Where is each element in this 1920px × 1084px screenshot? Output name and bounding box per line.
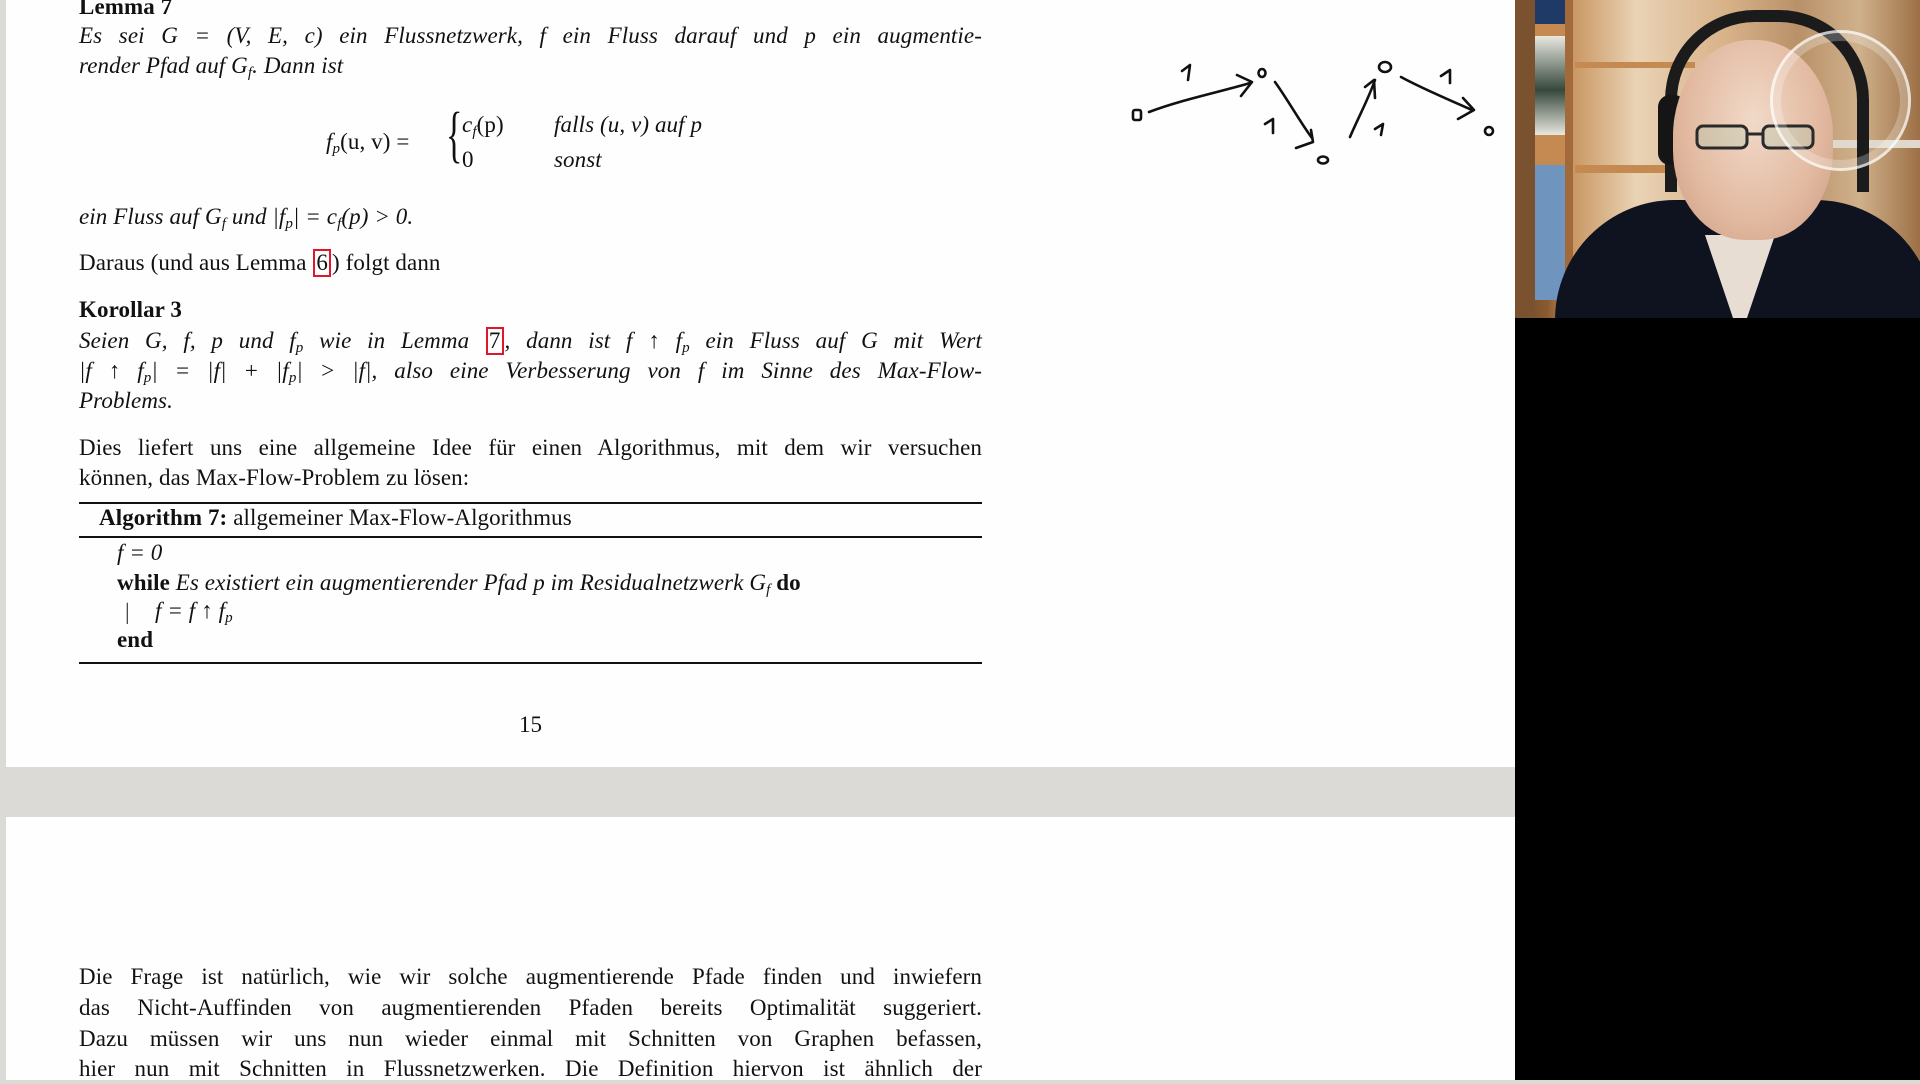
bottom-paragraph-line-1: Die Frage ist natürlich, wie wir solche augmentierende Pfade finden und inwiefern <box>79 964 982 989</box>
lemma-title: Lemma 7 <box>79 0 173 19</box>
handwritten-path-sketch <box>1100 40 1510 190</box>
daraus-line: Daraus (und aus Lemma 6 ) folgt dann <box>79 250 441 275</box>
algorithm-bottom-rule <box>79 662 982 664</box>
university-seal-watermark <box>1770 30 1911 171</box>
algorithm-init: f = 0 <box>117 540 163 565</box>
intro-line-2: können, das Max-Flow-Problem zu lösen: <box>79 465 470 490</box>
intro-line-1: Dies liefert uns eine allgemeine Idee für einen Algorithmus, mit dem wir versuchen <box>79 435 982 460</box>
algorithm-body-bar: | <box>125 599 130 624</box>
page-number: 15 <box>519 712 542 737</box>
node-b <box>1318 157 1328 164</box>
lemma-line-1: Es sei G = (V, E, c) ein Flussnetzwerk, f ein Fluss darauf und p ein augmentie- <box>79 23 982 48</box>
lemma-7-link[interactable]: 7 <box>486 327 504 355</box>
algorithm-caption: Algorithm 7: allgemeiner Max-Flow-Algorithmus <box>99 505 572 530</box>
algorithm-while-line: while Es existiert ein augmentierender Pfad p im Residualnetzwerk $G_f$ do <box>117 570 801 598</box>
bottom-paragraph-line-4: hier nun mit Schnitten in Flussnetzwerken. Die Definition hiervon ist ähnlich der <box>79 1056 982 1081</box>
webcam-letterbox <box>1515 318 1920 1080</box>
node-c <box>1379 62 1391 72</box>
node-t <box>1485 127 1493 135</box>
lemma-conclusion: ein Fluss auf $G_f$ und $|f_p| = c_f(p) > 0$. <box>79 204 414 232</box>
korollar-line-2: |f ↑ $f_p| = |f| + |f_p| > |f|$, also eine Verbesserung von f im Sinne des Max-Flow- <box>79 358 983 386</box>
case-2-value: 0 <box>462 147 474 172</box>
lemma-line-2: render Pfad auf $G_f$. Dann ist <box>79 53 344 81</box>
node-s <box>1133 110 1141 120</box>
case-1-condition: falls (u, v) auf p <box>554 112 703 137</box>
korollar-line-3: Problems. <box>79 388 173 413</box>
lemma-6-link[interactable]: 6 <box>313 249 331 277</box>
algorithm-end: end <box>117 627 154 652</box>
algorithm-body: f = f ↑ $f_p$ <box>155 598 233 626</box>
korollar-line-1: Seien G, f, p und $f_p$ wie in Lemma 7 , dann ist f ↑ $f_p$ ein Fluss auf G mit Wert <box>79 328 982 356</box>
bottom-paragraph-line-3: Dazu müssen wir uns nun wieder einmal mit Schnitten von Graphen befassen, <box>79 1026 982 1051</box>
algorithm-mid-rule <box>79 536 982 538</box>
korollar-title: Korollar 3 <box>79 297 183 322</box>
node-a <box>1259 69 1266 77</box>
case-2-condition: sonst <box>554 147 602 172</box>
formula-lhs: $f_p(u$, v) = <box>326 129 410 157</box>
bottom-paragraph-line-2: das Nicht-Auffinden von augmentierenden Pfaden bereits Optimalität suggeriert. <box>79 995 982 1020</box>
left-brace: { <box>446 101 463 169</box>
case-1-value: $c_f(p)$ <box>462 112 504 140</box>
webcam-video-feed <box>1515 0 1920 318</box>
